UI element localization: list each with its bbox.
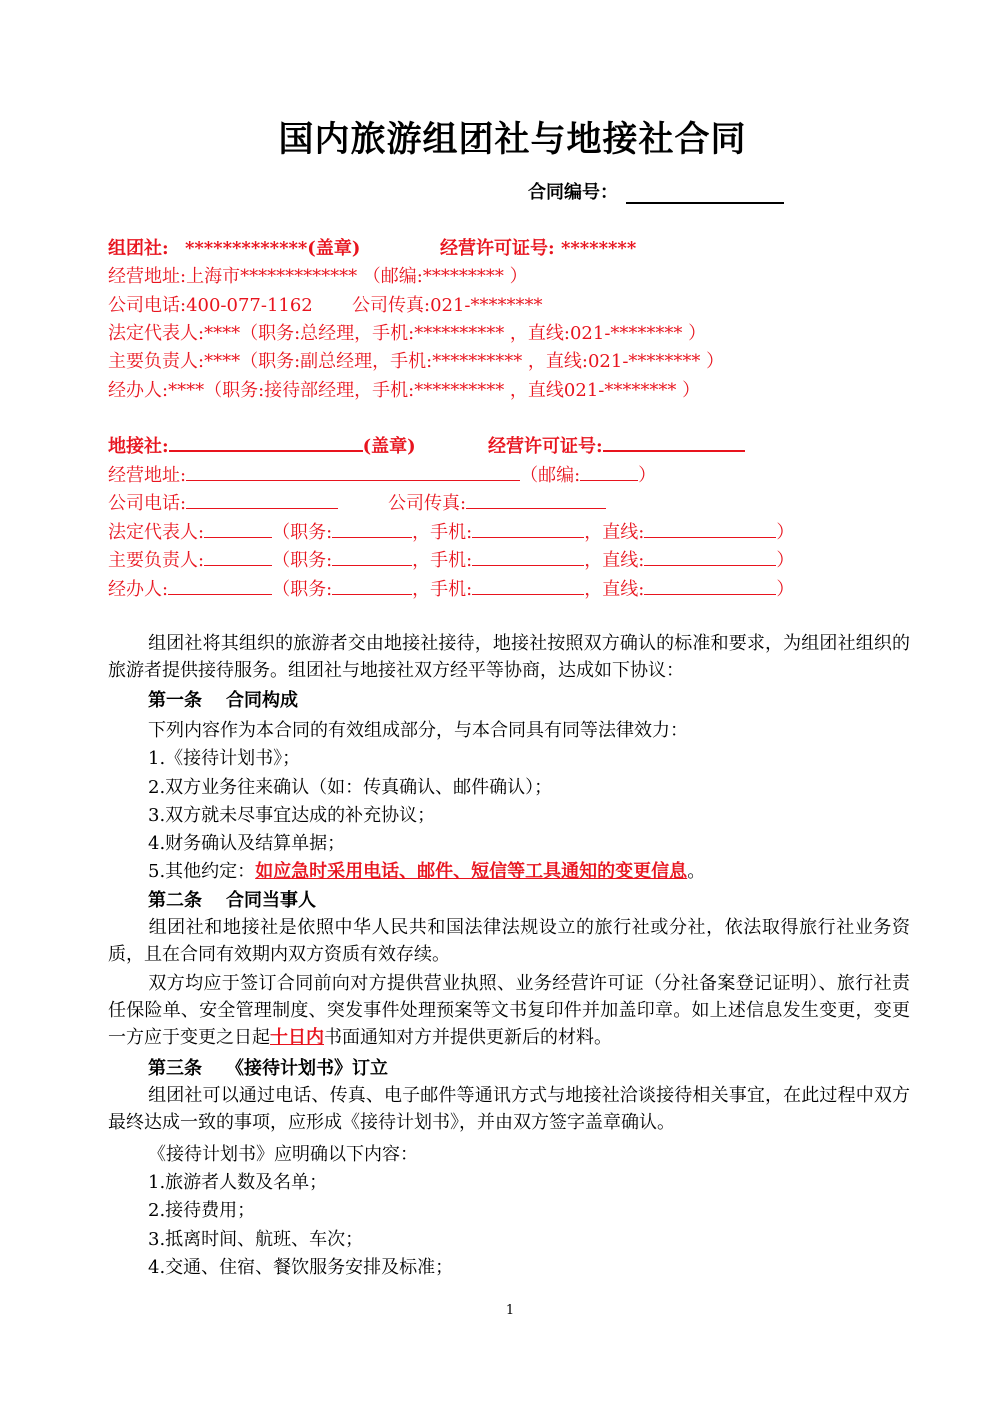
list-item: 2.接待费用； <box>148 1200 256 1221</box>
contract-number-blank[interactable] <box>626 182 784 204</box>
article-1-title: 合同构成 <box>226 690 298 711</box>
position-label: （职务: <box>272 550 333 571</box>
handler-position-blank[interactable] <box>332 576 412 595</box>
article-2-p2-text-a: 双方均应于签订合同前向对方提供营业执照、业务经营许可证（分社备案登记证明）、旅行社责任保险单、安全管理制度、突发事件处理预案等文书复印件并加盖印章。如上述信息发生变更，变更一方应于变更之日起 <box>108 973 910 1048</box>
organizer-name-row <box>108 234 360 260</box>
close-paren: ） <box>776 550 795 571</box>
direct-label: ，直线: <box>584 579 645 600</box>
list-item: 4.财务确认及结算单据； <box>148 833 346 854</box>
local-agency-handler-row <box>108 575 794 601</box>
handler-label: 经办人: <box>108 579 169 600</box>
item-5-suffix: 。 <box>687 861 706 882</box>
organizer-license-label: 经营许可证号: <box>440 238 555 259</box>
organizer-principal: 主要负责人:****（职务:副总经理，手机:********** ，直线:021-******** ） <box>108 351 725 372</box>
organizer-fax: 公司传真:021-******** <box>352 295 543 316</box>
local-agency-name-row <box>108 432 416 458</box>
article-2-title: 合同当事人 <box>226 890 316 911</box>
handler-name-blank[interactable] <box>168 576 272 595</box>
list-item <box>148 857 705 883</box>
article-2-p2-highlight: 十日内 <box>270 1027 324 1048</box>
local-agency-postcode-label: （邮编: <box>520 465 581 486</box>
organizer-address: 经营地址:上海市************* （邮编:********* ） <box>108 266 528 287</box>
local-agency-fax-label: 公司传真: <box>388 493 467 514</box>
organizer-license-value: ******** <box>560 238 637 259</box>
local-agency-phone-blank[interactable] <box>186 490 338 509</box>
article-3-p1-text: 组团社可以通过电话、传真、电子邮件等通讯方式与地接社洽谈接待相关事宜，在此过程中双方最终达成一致的事项，应形成《接待计划书》，并由双方签字盖章确认。 <box>108 1085 910 1133</box>
local-agency-phone-row <box>108 489 338 515</box>
mobile-label: ，手机: <box>412 579 473 600</box>
legal-rep-name-blank[interactable] <box>204 519 272 538</box>
principal-mobile-blank[interactable] <box>472 547 584 566</box>
principal-position-blank[interactable] <box>332 547 412 566</box>
direct-label: ，直线: <box>584 522 645 543</box>
page-number: 1 <box>505 1303 515 1318</box>
position-label: （职务: <box>272 522 333 543</box>
local-agency-postcode-blank[interactable] <box>580 462 638 481</box>
article-3-heading <box>148 1054 388 1080</box>
article-2-heading <box>148 886 316 912</box>
article-1-text: 下列内容作为本合同的有效组成部分，与本合同具有同等法律效力： <box>148 720 688 741</box>
close-paren: ） <box>638 465 657 486</box>
local-agency-address-label: 经营地址: <box>108 465 187 486</box>
mobile-label: ，手机: <box>412 522 473 543</box>
intro-text: 组团社将其组织的旅游者交由地接社接待，地接社按照双方确认的标准和要求，为组团社组织的旅游者提供接待服务。组团社与地接社双方经平等协商，达成如下协议： <box>108 633 910 681</box>
list-item: 3.双方就未尽事宜达成的补充协议； <box>148 805 436 826</box>
close-paren: ） <box>776 522 795 543</box>
local-agency-license-label: 经营许可证号: <box>488 436 603 457</box>
list-item: 3.抵离时间、航班、车次； <box>148 1229 364 1250</box>
local-agency-name-label: 地接社: <box>108 436 169 457</box>
local-agency-name-blank[interactable] <box>169 432 363 452</box>
list-item: 4.交通、住宿、餐饮服务安排及标准； <box>148 1257 454 1278</box>
contract-number-label: 合同编号： <box>528 182 618 203</box>
principal-direct-blank[interactable] <box>644 547 776 566</box>
item-5-highlight: 如应急时采用电话、邮件、短信等工具通知的变更信息 <box>255 861 688 882</box>
local-agency-fax-blank[interactable] <box>466 490 606 509</box>
article-3-paragraph-2: 《接待计划书》应明确以下内容： <box>148 1144 418 1165</box>
article-1-heading <box>148 686 298 712</box>
article-2-paragraph-1 <box>108 914 910 968</box>
organizer-name-value: *************(盖章) <box>184 238 361 259</box>
local-agency-license-blank[interactable] <box>603 432 745 452</box>
article-2-p2-text-b: 书面通知对方并提供更新后的材料。 <box>324 1027 612 1048</box>
article-2-paragraph-2 <box>108 970 910 1051</box>
legal-rep-direct-blank[interactable] <box>644 519 776 538</box>
contract-number <box>528 178 784 204</box>
article-1-number: 第一条 <box>148 690 202 711</box>
organizer-phone: 公司电话:400-077-1162 <box>108 295 313 316</box>
list-item: 1.旅游者人数及名单； <box>148 1172 328 1193</box>
handler-mobile-blank[interactable] <box>472 576 584 595</box>
organizer-handler: 经办人:****（职务:接待部经理，手机:********** ，直线021-******** ） <box>108 380 701 401</box>
organizer-legal-rep: 法定代表人:****（职务:总经理，手机:********** ，直线:021-******** ） <box>108 323 707 344</box>
handler-direct-blank[interactable] <box>644 576 776 595</box>
list-item: 1.《接待计划书》； <box>148 748 301 769</box>
article-3-title: 《接待计划书》订立 <box>226 1058 388 1079</box>
article-2-number: 第二条 <box>148 890 202 911</box>
local-agency-license-row <box>488 432 745 458</box>
legal-rep-position-blank[interactable] <box>332 519 412 538</box>
article-3-paragraph-1 <box>108 1082 910 1136</box>
legal-rep-mobile-blank[interactable] <box>472 519 584 538</box>
contract-title: 国内旅游组团社与地接社合同 <box>278 119 747 160</box>
direct-label: ，直线: <box>584 550 645 571</box>
position-label: （职务: <box>272 579 333 600</box>
mobile-label: ，手机: <box>412 550 473 571</box>
local-agency-phone-label: 公司电话: <box>108 493 187 514</box>
organizer-license-row <box>440 234 636 260</box>
principal-label: 主要负责人: <box>108 550 205 571</box>
intro-paragraph <box>108 630 910 684</box>
local-agency-address-row <box>108 461 656 487</box>
article-3-number: 第三条 <box>148 1058 202 1079</box>
local-agency-seal: (盖章) <box>362 436 416 457</box>
list-item: 2.双方业务往来确认（如：传真确认、邮件确认）； <box>148 777 553 798</box>
local-agency-fax-row <box>388 489 606 515</box>
local-agency-address-blank[interactable] <box>186 462 520 481</box>
organizer-name-label: 组团社: <box>108 238 169 259</box>
item-5-prefix: 5.其他约定： <box>148 861 256 882</box>
article-2-p1-text: 组团社和地接社是依照中华人民共和国法律法规设立的旅行社或分社，依法取得旅行社业务资质，且在合同有效期内双方资质有效存续。 <box>108 917 910 965</box>
local-agency-legal-rep-row <box>108 518 794 544</box>
close-paren: ） <box>776 579 795 600</box>
legal-rep-label: 法定代表人: <box>108 522 205 543</box>
local-agency-principal-row <box>108 546 794 572</box>
principal-name-blank[interactable] <box>204 547 272 566</box>
